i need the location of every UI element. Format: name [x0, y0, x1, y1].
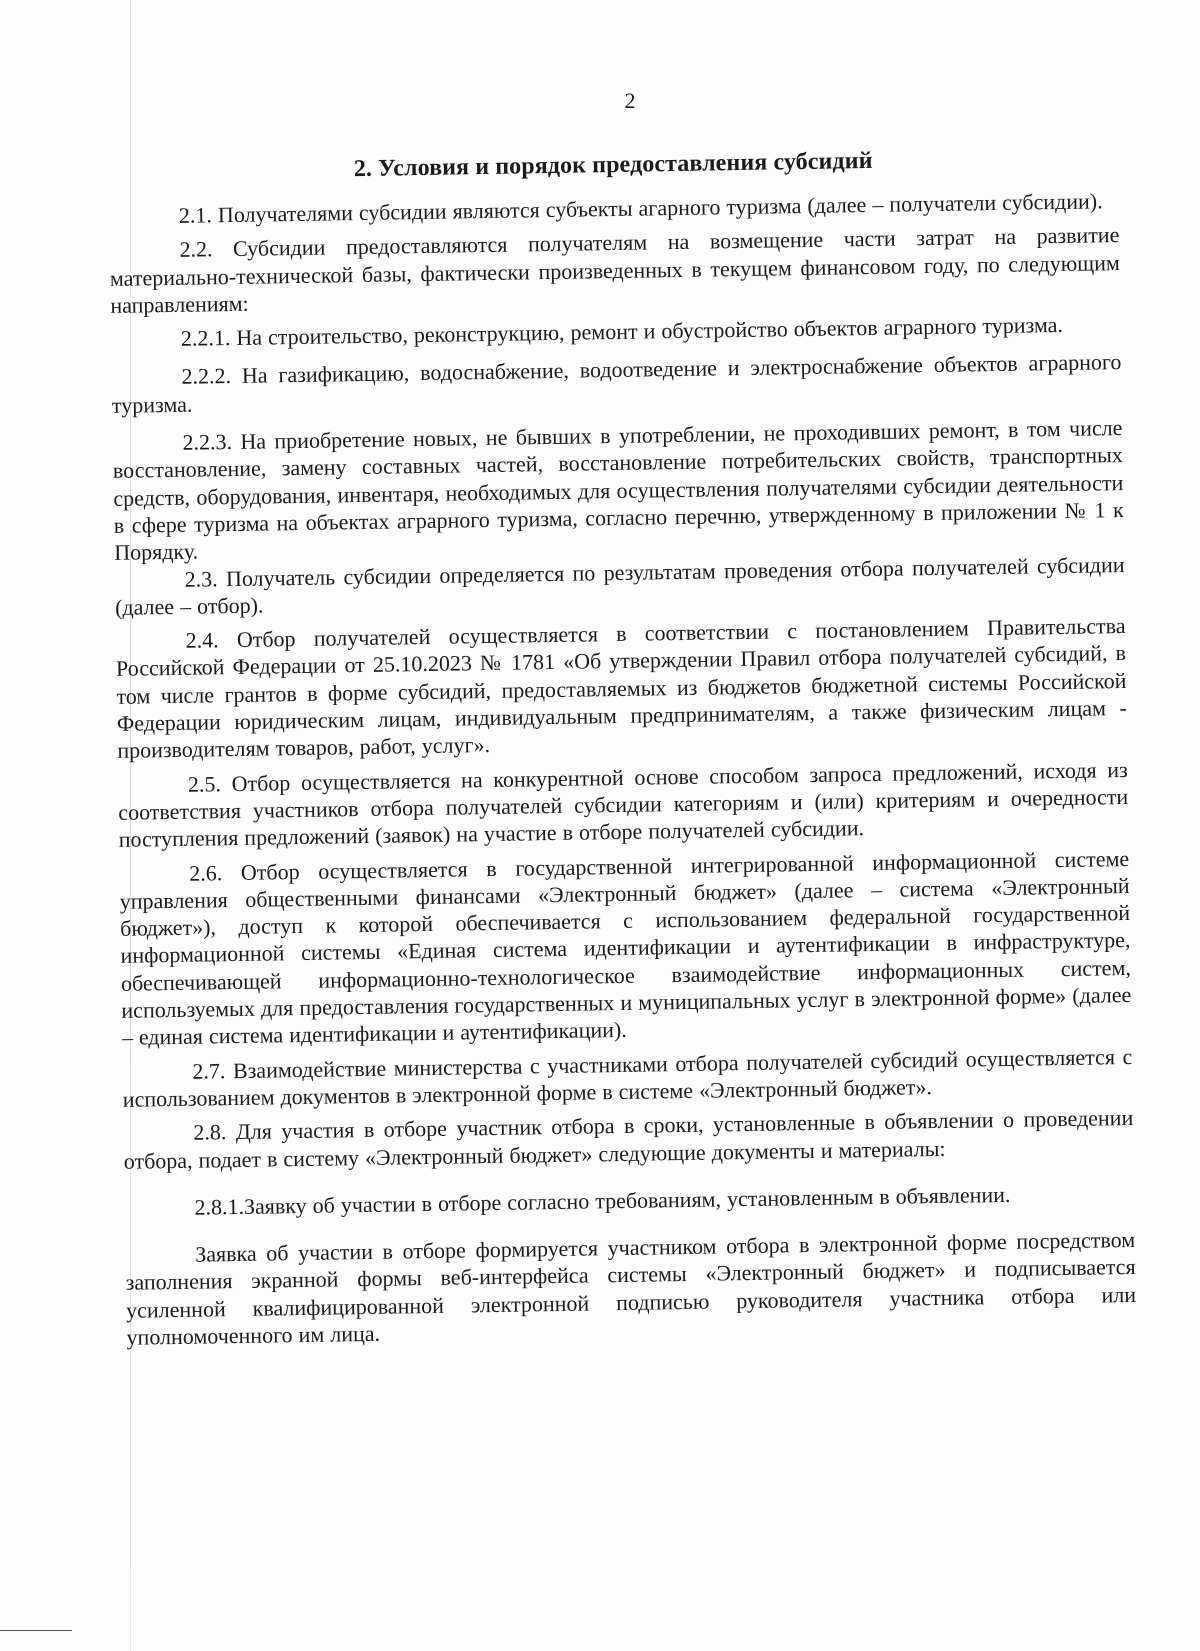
- page-number: 2: [624, 88, 636, 113]
- paragraph-2-5: 2.5. Отбор осуществляется на конкурентной основе способом запроса предложений, исходя из соответствия участников отбора получателей субсидии категориям и (или) критериям и очередности поступления предложений (заявок) на участие в отборе получателей субсидии.: [118, 756, 1129, 853]
- paragraph-2-2-3: 2.2.3. На приобретение новых, не бывших в употреблении, не проходивших ремонт, в том числе восстановление, замену составных частей, восстановление потребительских свойств, транспортных средств, оборудования, инвентаря, необходимых для осуществления получателями субсидии деятельности в сфере туризма на объектах аграрного туризма, согласно перечню, утвержденному в приложении № 1 к Порядку.: [112, 415, 1124, 566]
- paragraph-2-1: 2.1. Получателями субсидии являются субъекты агарного туризма (далее – получатели субсидии).: [178, 188, 1103, 228]
- scan-corner-mark: [0, 1630, 72, 1631]
- paragraph-2-2-1: 2.2.1. На строительство, реконструкцию, ремонт и обустройство объектов аграрного туризма.: [180, 312, 1064, 351]
- paragraph-2-2-2: 2.2.2. На газификацию, водоснабжение, водоотведение и электроснабжение объектов аграрного туризма.: [111, 349, 1122, 418]
- paragraph-2-6: 2.6. Отбор осуществляется в государственной интегрированной информационной системе управления общественными финансами «Электронный бюджет» (далее – система «Электронный бюджет»), доступ к которой обеспечивается с использованием федеральной государственной информационной системы «Единая система идентификации и аутентификации в инфраструктуре, обеспечивающей информационно-технологическое взаимодействие информационных систем, используемых для предоставления государственных и муниципальных услуг в электронной форме» (далее – единая система идентификации и аутентификации).: [119, 845, 1132, 1051]
- paragraph-2-2: 2.2. Субсидии предоставляются получателям на возмещение части затрат на развитие материально-технической базы, фактически произведенных в текущем финансовом году, по следующим направлениям:: [109, 222, 1120, 318]
- document-body: [108, 144, 1137, 1351]
- section-title: 2. Условия и порядок предоставления субсидий: [353, 147, 873, 183]
- paragraph-2-8: 2.8. Для участия в отборе участник отбора в сроки, установленные в объявлении о проведении отбора, подает в систему «Электронный бюджет» следующие документы и материалы:: [123, 1105, 1134, 1174]
- paragraph-2-4: 2.4. Отбор получателей осуществляется в соответствии с постановлением Правительства Российской Федерации от 25.10.2023 № 1781 «Об утверждении Правил отбора получателей субсидий, в том числе грантов в форме субсидий, предоставляемых из бюджетов бюджетной системы Российской Федерации юридическим лицам, индивидуальным предпринимателям, а также физическим лицам - производителям товаров, работ, услуг».: [115, 613, 1127, 764]
- paragraph-2-3: 2.3. Получатель субсидии определяется по результатам проведения отбора получателей субсидии (далее – отбор).: [114, 551, 1125, 620]
- paragraph-2-8-1: 2.8.1.Заявку об участии в отборе согласно требованиям, установленным в объявлении.: [194, 1181, 1011, 1220]
- paragraph-2-7: 2.7. Взаимодействие министерства с участниками отбора получателей субсидий осуществляется с использованием документов в электронной форме в системе «Электронный бюджет».: [122, 1043, 1133, 1112]
- paragraph-application: Заявка об участии в отборе формируется участником отбора в электронной форме посредством заполнения экранной формы веб-интерфейса системы «Электронный бюджет» и подписывается усиленной квалифицированной электронной подписью руководителя участника отбора или уполномоченного им лица.: [125, 1227, 1137, 1350]
